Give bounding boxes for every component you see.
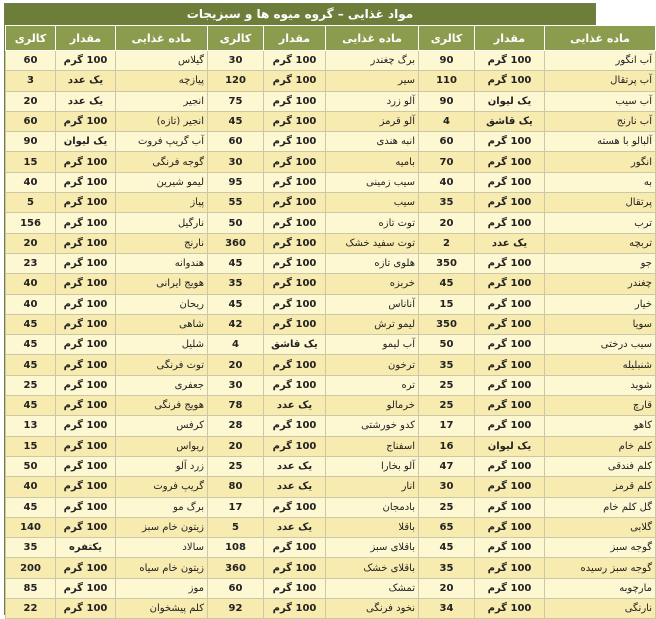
- cell-food-name: خیار: [545, 294, 656, 314]
- column-header-food: ماده غذایی: [545, 26, 656, 51]
- cell-food-name: ترب: [545, 213, 656, 233]
- cell-amount: 100 گرم: [264, 253, 326, 273]
- cell-amount: یک قاشق: [264, 335, 326, 355]
- cell-calories: 45: [6, 355, 56, 375]
- cell-amount: 100 گرم: [264, 558, 326, 578]
- cell-amount: 100 گرم: [264, 375, 326, 395]
- cell-calories: 20: [6, 233, 56, 253]
- cell-food-name: بادمجان: [326, 497, 419, 517]
- cell-amount: 100 گرم: [475, 396, 545, 416]
- cell-amount: 100 گرم: [475, 578, 545, 598]
- cell-amount: 100 گرم: [475, 213, 545, 233]
- cell-food-name: نخود فرنگی: [326, 599, 419, 619]
- cell-food-name: به: [545, 172, 656, 192]
- table-row: [6, 152, 656, 172]
- cell-calories: 34: [419, 599, 475, 619]
- table-row: [6, 213, 656, 233]
- cell-amount: 100 گرم: [264, 497, 326, 517]
- cell-amount: 100 گرم: [475, 477, 545, 497]
- cell-food-name: سیب زمینی: [326, 172, 419, 192]
- cell-food-name: انبه هندی: [326, 132, 419, 152]
- cell-calories: 40: [6, 477, 56, 497]
- cell-amount: 100 گرم: [475, 375, 545, 395]
- cell-amount: 100 گرم: [264, 51, 326, 71]
- cell-calories: 350: [419, 314, 475, 334]
- cell-food-name: تمشک: [326, 578, 419, 598]
- column-header-calories: کالری: [419, 26, 475, 51]
- cell-food-name: خربزه: [326, 274, 419, 294]
- cell-amount: 100 گرم: [475, 416, 545, 436]
- cell-food-name: کلم قرمز: [545, 477, 656, 497]
- cell-food-name: ریواس: [116, 436, 208, 456]
- cell-amount: 100 گرم: [475, 253, 545, 273]
- cell-calories: 156: [6, 213, 56, 233]
- table-row: [6, 172, 656, 192]
- cell-amount: 100 گرم: [56, 456, 116, 476]
- column-header-food: ماده غذایی: [326, 26, 419, 51]
- table-row: [6, 599, 656, 619]
- table-row: [6, 233, 656, 253]
- cell-calories: 95: [208, 172, 264, 192]
- cell-food-name: باقلای خشک: [326, 558, 419, 578]
- cell-amount: 100 گرم: [56, 51, 116, 71]
- cell-amount: 100 گرم: [264, 578, 326, 598]
- cell-calories: 40: [6, 294, 56, 314]
- cell-calories: 15: [6, 436, 56, 456]
- cell-calories: 90: [419, 51, 475, 71]
- cell-calories: 85: [6, 578, 56, 598]
- cell-amount: 100 گرم: [475, 456, 545, 476]
- cell-food-name: کلم فندقی: [545, 456, 656, 476]
- cell-amount: 100 گرم: [56, 517, 116, 537]
- cell-amount: 100 گرم: [56, 436, 116, 456]
- cell-amount: 100 گرم: [475, 193, 545, 213]
- cell-amount: 100 گرم: [475, 71, 545, 91]
- cell-food-name: شاهی: [116, 314, 208, 334]
- cell-amount: 100 گرم: [475, 51, 545, 71]
- cell-amount: 100 گرم: [475, 335, 545, 355]
- cell-calories: 4: [208, 335, 264, 355]
- cell-food-name: انار: [326, 477, 419, 497]
- cell-food-name: شلیل: [116, 335, 208, 355]
- cell-amount: 100 گرم: [475, 172, 545, 192]
- cell-amount: یک عدد: [264, 477, 326, 497]
- cell-amount: یک عدد: [56, 91, 116, 111]
- cell-calories: 78: [208, 396, 264, 416]
- cell-calories: 60: [208, 132, 264, 152]
- cell-amount: 100 گرم: [264, 91, 326, 111]
- cell-calories: 75: [208, 91, 264, 111]
- cell-calories: 23: [6, 253, 56, 273]
- cell-calories: 25: [6, 375, 56, 395]
- cell-calories: 42: [208, 314, 264, 334]
- cell-calories: 30: [208, 152, 264, 172]
- column-header-amount: مقدار: [475, 26, 545, 51]
- cell-calories: 45: [6, 335, 56, 355]
- table-row: [6, 51, 656, 71]
- cell-amount: یک لیوان: [475, 91, 545, 111]
- cell-calories: 45: [208, 294, 264, 314]
- cell-calories: 30: [208, 51, 264, 71]
- cell-calories: 50: [6, 456, 56, 476]
- cell-food-name: برگ مو: [116, 497, 208, 517]
- cell-food-name: ریحان: [116, 294, 208, 314]
- cell-food-name: انجیر (تازه): [116, 111, 208, 131]
- cell-calories: 20: [208, 355, 264, 375]
- cell-food-name: انجیر: [116, 91, 208, 111]
- table-row: [6, 253, 656, 273]
- cell-calories: 50: [208, 213, 264, 233]
- cell-amount: 100 گرم: [475, 294, 545, 314]
- cell-calories: 30: [419, 477, 475, 497]
- cell-calories: 120: [208, 71, 264, 91]
- cell-food-name: آلبالو با هسته: [545, 132, 656, 152]
- cell-food-name: آب نارنج: [545, 111, 656, 131]
- cell-amount: 100 گرم: [56, 396, 116, 416]
- cell-food-name: توت فرنگی: [116, 355, 208, 375]
- cell-food-name: زیتون خام سیاه: [116, 558, 208, 578]
- cell-amount: 100 گرم: [475, 497, 545, 517]
- cell-calories: 5: [208, 517, 264, 537]
- cell-food-name: زیتون خام سبز: [116, 517, 208, 537]
- cell-amount: 100 گرم: [264, 152, 326, 172]
- cell-food-name: نارگیل: [116, 213, 208, 233]
- cell-calories: 22: [6, 599, 56, 619]
- cell-calories: 17: [208, 497, 264, 517]
- cell-food-name: گل کلم خام: [545, 497, 656, 517]
- column-header-food: ماده غذایی: [116, 26, 208, 51]
- table-row: [6, 355, 656, 375]
- cell-amount: 100 گرم: [56, 335, 116, 355]
- table-row: [6, 497, 656, 517]
- cell-calories: 40: [6, 274, 56, 294]
- cell-amount: 100 گرم: [56, 314, 116, 334]
- cell-food-name: آب پرتقال: [545, 71, 656, 91]
- cell-amount: 100 گرم: [475, 558, 545, 578]
- cell-amount: 100 گرم: [264, 416, 326, 436]
- cell-calories: 4: [419, 111, 475, 131]
- cell-calories: 360: [208, 558, 264, 578]
- cell-calories: 35: [419, 558, 475, 578]
- cell-amount: 100 گرم: [475, 355, 545, 375]
- table-row: [6, 578, 656, 598]
- cell-calories: 20: [208, 436, 264, 456]
- table-row: [6, 274, 656, 294]
- cell-food-name: کرفس: [116, 416, 208, 436]
- cell-amount: 100 گرم: [475, 314, 545, 334]
- cell-calories: 28: [208, 416, 264, 436]
- cell-amount: 100 گرم: [264, 172, 326, 192]
- cell-food-name: آلو بخارا: [326, 456, 419, 476]
- cell-amount: 100 گرم: [264, 294, 326, 314]
- cell-food-name: گریپ فروت: [116, 477, 208, 497]
- cell-amount: یک لیوان: [475, 436, 545, 456]
- cell-calories: 25: [419, 396, 475, 416]
- cell-calories: 35: [208, 274, 264, 294]
- table-row: [6, 416, 656, 436]
- cell-food-name: کدو خورشتی: [326, 416, 419, 436]
- cell-amount: یک قاشق: [475, 111, 545, 131]
- cell-calories: 20: [419, 578, 475, 598]
- cell-calories: 3: [6, 71, 56, 91]
- cell-calories: 15: [419, 294, 475, 314]
- cell-calories: 92: [208, 599, 264, 619]
- cell-food-name: برگ چغندر: [326, 51, 419, 71]
- cell-amount: یک عدد: [475, 233, 545, 253]
- table-row: [6, 436, 656, 456]
- cell-calories: 20: [6, 91, 56, 111]
- cell-calories: 45: [6, 314, 56, 334]
- cell-food-name: توت تازه: [326, 213, 419, 233]
- cell-amount: 100 گرم: [56, 253, 116, 273]
- cell-amount: یک عدد: [264, 456, 326, 476]
- cell-food-name: جعفری: [116, 375, 208, 395]
- cell-amount: 100 گرم: [475, 274, 545, 294]
- cell-food-name: زرد آلو: [116, 456, 208, 476]
- cell-amount: 100 گرم: [56, 152, 116, 172]
- cell-calories: 360: [208, 233, 264, 253]
- cell-amount: 100 گرم: [264, 71, 326, 91]
- cell-food-name: آب گریپ فروت: [116, 132, 208, 152]
- table-row: [6, 375, 656, 395]
- cell-calories: 25: [208, 456, 264, 476]
- cell-food-name: هلوی تازه: [326, 253, 419, 273]
- table-body: [6, 51, 656, 619]
- cell-amount: 100 گرم: [56, 274, 116, 294]
- cell-amount: 100 گرم: [56, 355, 116, 375]
- cell-calories: 60: [208, 578, 264, 598]
- table-row: [6, 517, 656, 537]
- cell-amount: یک لیوان: [56, 132, 116, 152]
- cell-food-name: گوجه فرنگی: [116, 152, 208, 172]
- cell-food-name: انگور: [545, 152, 656, 172]
- cell-food-name: پرتقال: [545, 193, 656, 213]
- cell-food-name: سویا: [545, 314, 656, 334]
- column-header-calories: کالری: [208, 26, 264, 51]
- cell-food-name: بامیه: [326, 152, 419, 172]
- cell-amount: 100 گرم: [56, 111, 116, 131]
- cell-amount: یک عدد: [264, 517, 326, 537]
- cell-amount: 100 گرم: [475, 132, 545, 152]
- table-row: [6, 335, 656, 355]
- cell-food-name: سیب درختی: [545, 335, 656, 355]
- cell-food-name: پیاز: [116, 193, 208, 213]
- cell-calories: 16: [419, 436, 475, 456]
- cell-amount: یکتفره: [56, 538, 116, 558]
- cell-calories: 45: [6, 497, 56, 517]
- cell-food-name: جو: [545, 253, 656, 273]
- cell-amount: 100 گرم: [56, 599, 116, 619]
- calorie-table: [5, 25, 656, 619]
- cell-calories: 110: [419, 71, 475, 91]
- cell-amount: 100 گرم: [475, 517, 545, 537]
- cell-food-name: تره: [326, 375, 419, 395]
- cell-food-name: موز: [116, 578, 208, 598]
- cell-food-name: نارنگی: [545, 599, 656, 619]
- cell-amount: 100 گرم: [264, 436, 326, 456]
- cell-calories: 30: [208, 375, 264, 395]
- cell-amount: 100 گرم: [56, 558, 116, 578]
- table-row: [6, 314, 656, 334]
- cell-food-name: کلم خام: [545, 436, 656, 456]
- cell-calories: 80: [208, 477, 264, 497]
- cell-calories: 45: [419, 538, 475, 558]
- cell-calories: 60: [6, 51, 56, 71]
- cell-food-name: باقلا: [326, 517, 419, 537]
- cell-calories: 65: [419, 517, 475, 537]
- table-row: [6, 456, 656, 476]
- cell-amount: 100 گرم: [264, 355, 326, 375]
- cell-amount: 100 گرم: [264, 538, 326, 558]
- cell-food-name: قارچ: [545, 396, 656, 416]
- table-row: [6, 193, 656, 213]
- cell-amount: 100 گرم: [56, 477, 116, 497]
- cell-food-name: آب انگور: [545, 51, 656, 71]
- cell-food-name: آلو زرد: [326, 91, 419, 111]
- cell-calories: 13: [6, 416, 56, 436]
- table-row: [6, 558, 656, 578]
- cell-calories: 40: [6, 172, 56, 192]
- cell-food-name: شوید: [545, 375, 656, 395]
- cell-food-name: ترخون: [326, 355, 419, 375]
- table-row: [6, 396, 656, 416]
- cell-food-name: باقلای سبز: [326, 538, 419, 558]
- cell-calories: 35: [419, 193, 475, 213]
- cell-amount: 100 گرم: [56, 193, 116, 213]
- header-row: [6, 26, 656, 51]
- cell-food-name: توت سفید خشک: [326, 233, 419, 253]
- cell-food-name: گلابی: [545, 517, 656, 537]
- table-row: [6, 71, 656, 91]
- cell-calories: 90: [6, 132, 56, 152]
- cell-amount: 100 گرم: [56, 416, 116, 436]
- cell-food-name: آب لیمو: [326, 335, 419, 355]
- cell-calories: 45: [208, 253, 264, 273]
- cell-food-name: شنبلیله: [545, 355, 656, 375]
- cell-amount: 100 گرم: [56, 497, 116, 517]
- cell-amount: 100 گرم: [264, 233, 326, 253]
- cell-calories: 15: [6, 152, 56, 172]
- cell-food-name: آناناس: [326, 294, 419, 314]
- cell-amount: 100 گرم: [264, 599, 326, 619]
- cell-calories: 60: [419, 132, 475, 152]
- cell-calories: 25: [419, 375, 475, 395]
- cell-calories: 60: [6, 111, 56, 131]
- cell-amount: 100 گرم: [475, 538, 545, 558]
- cell-calories: 45: [419, 274, 475, 294]
- food-calorie-table-panel: [4, 3, 652, 615]
- cell-calories: 35: [6, 538, 56, 558]
- cell-amount: 100 گرم: [56, 233, 116, 253]
- cell-calories: 35: [419, 355, 475, 375]
- cell-food-name: کلم پیشخوان: [116, 599, 208, 619]
- cell-food-name: لیمو شیرین: [116, 172, 208, 192]
- cell-amount: 100 گرم: [264, 193, 326, 213]
- table-row: [6, 132, 656, 152]
- cell-amount: یک عدد: [264, 396, 326, 416]
- cell-food-name: گیلاس: [116, 51, 208, 71]
- cell-food-name: آلو قرمز: [326, 111, 419, 131]
- cell-amount: 100 گرم: [56, 172, 116, 192]
- cell-calories: 45: [6, 396, 56, 416]
- cell-calories: 20: [419, 213, 475, 233]
- cell-amount: 100 گرم: [264, 314, 326, 334]
- cell-food-name: گوجه سبز رسیده: [545, 558, 656, 578]
- cell-calories: 50: [419, 335, 475, 355]
- cell-food-name: اسفناج: [326, 436, 419, 456]
- column-header-calories: کالری: [6, 26, 56, 51]
- cell-calories: 2: [419, 233, 475, 253]
- cell-calories: 90: [419, 91, 475, 111]
- column-header-amount: مقدار: [56, 26, 116, 51]
- cell-amount: 100 گرم: [475, 152, 545, 172]
- table-row: [6, 538, 656, 558]
- cell-calories: 108: [208, 538, 264, 558]
- cell-amount: 100 گرم: [264, 274, 326, 294]
- cell-calories: 40: [419, 172, 475, 192]
- table-row: [6, 477, 656, 497]
- cell-food-name: لیمو ترش: [326, 314, 419, 334]
- cell-food-name: سیر: [326, 71, 419, 91]
- table-row: [6, 294, 656, 314]
- cell-calories: 200: [6, 558, 56, 578]
- cell-amount: 100 گرم: [264, 213, 326, 233]
- page-title: مواد غذایی – گروه میوه ها و سبزیجات: [5, 4, 595, 25]
- cell-amount: یک عدد: [56, 71, 116, 91]
- cell-food-name: هویج فرنگی: [116, 396, 208, 416]
- cell-amount: 100 گرم: [56, 578, 116, 598]
- cell-calories: 45: [208, 111, 264, 131]
- cell-food-name: مارچوبه: [545, 578, 656, 598]
- cell-amount: 100 گرم: [56, 294, 116, 314]
- column-header-amount: مقدار: [264, 26, 326, 51]
- cell-food-name: چغندر: [545, 274, 656, 294]
- cell-calories: 25: [419, 497, 475, 517]
- cell-calories: 47: [419, 456, 475, 476]
- cell-amount: 100 گرم: [56, 375, 116, 395]
- cell-amount: 100 گرم: [56, 213, 116, 233]
- cell-food-name: سیب: [326, 193, 419, 213]
- cell-food-name: سالاد: [116, 538, 208, 558]
- cell-food-name: خرمالو: [326, 396, 419, 416]
- cell-food-name: آب سیب: [545, 91, 656, 111]
- cell-calories: 350: [419, 253, 475, 273]
- cell-food-name: هندوانه: [116, 253, 208, 273]
- cell-calories: 70: [419, 152, 475, 172]
- cell-food-name: نارنج: [116, 233, 208, 253]
- cell-amount: 100 گرم: [475, 599, 545, 619]
- table-row: [6, 91, 656, 111]
- cell-amount: 100 گرم: [264, 132, 326, 152]
- cell-calories: 140: [6, 517, 56, 537]
- cell-amount: 100 گرم: [264, 111, 326, 131]
- cell-food-name: گوجه سبز: [545, 538, 656, 558]
- cell-food-name: هویج ایرانی: [116, 274, 208, 294]
- cell-food-name: تربچه: [545, 233, 656, 253]
- table-row: [6, 111, 656, 131]
- cell-calories: 17: [419, 416, 475, 436]
- cell-calories: 5: [6, 193, 56, 213]
- cell-food-name: کاهو: [545, 416, 656, 436]
- cell-calories: 55: [208, 193, 264, 213]
- cell-food-name: پیازچه: [116, 71, 208, 91]
